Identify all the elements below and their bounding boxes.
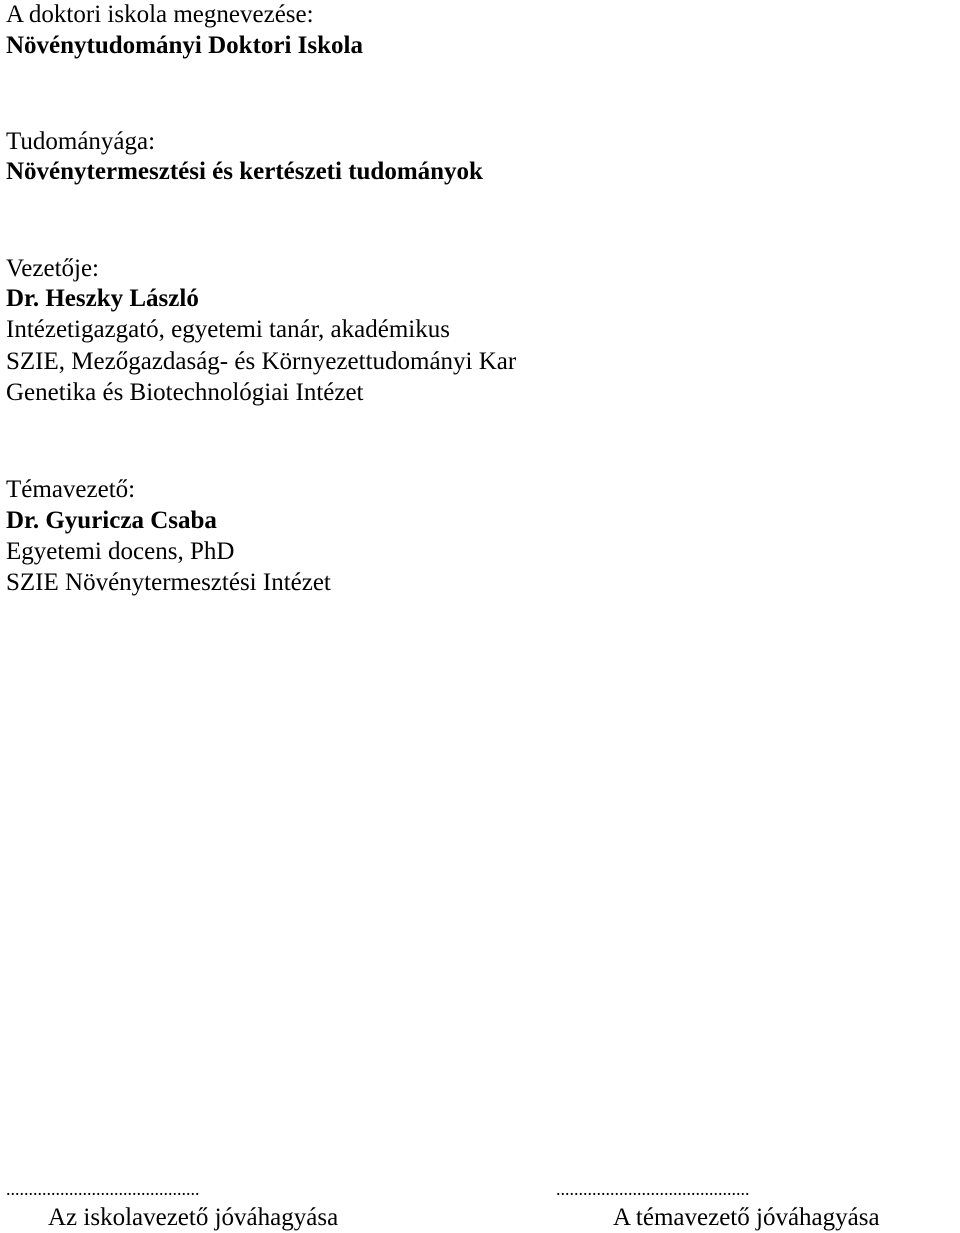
supervisor-institute: SZIE Növénytermesztési Intézet: [6, 569, 331, 596]
right-signature-label: A témavezető jóváhagyása: [613, 1204, 880, 1231]
left-signature-line: ...........................................: [6, 1179, 200, 1199]
left-signature-label: Az iskolavezető jóváhagyása: [48, 1204, 339, 1231]
field-name: Növénytermesztési és kertészeti tudományok: [6, 158, 483, 185]
right-signature-line: ...........................................: [556, 1179, 750, 1199]
head-title: Intézetigazgató, egyetemi tanár, akadémikus: [6, 316, 450, 343]
supervisor-name: Dr. Gyuricza Csaba: [6, 507, 217, 534]
head-name: Dr. Heszky László: [6, 285, 199, 312]
supervisor-title: Egyetemi docens, PhD: [6, 538, 235, 565]
head-faculty: SZIE, Mezőgazdaság- és Környezettudományi Kar: [6, 348, 517, 375]
school-name: Növénytudományi Doktori Iskola: [6, 32, 363, 59]
supervisor-label: Témavezető:: [6, 476, 136, 503]
field-label: Tudományága:: [6, 128, 156, 155]
head-label: Vezetője:: [6, 255, 100, 282]
head-institute: Genetika és Biotechnológiai Intézet: [6, 379, 364, 406]
school-label: A doktori iskola megnevezése:: [6, 1, 314, 28]
